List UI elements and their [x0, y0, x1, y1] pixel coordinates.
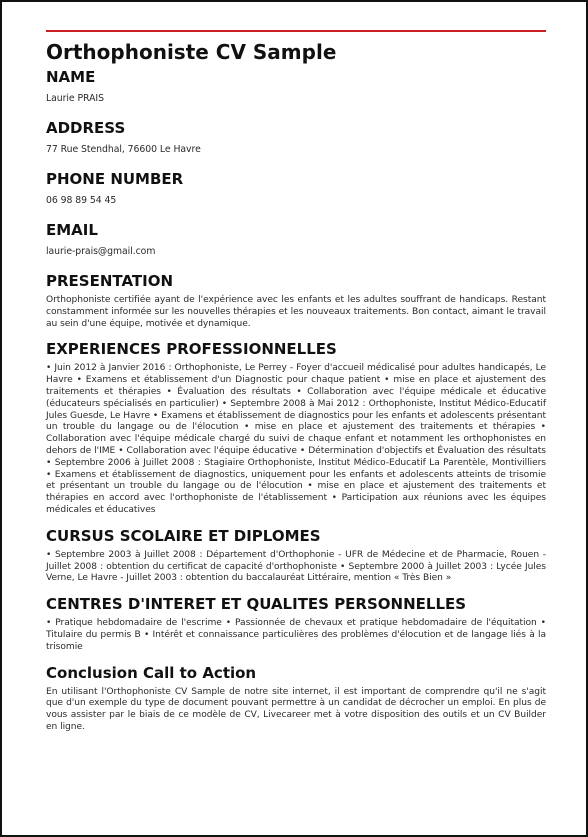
experiences-text: • Juin 2012 à Janvier 2016 : Orthophoniste, Le Perrey - Foyer d'accueil médicalisé pour adultes handicapés, Le Havre • Examens et établissement d'un Diagnostic pour chaque patient • mise en place et ajustement des traitements et thérapies • Évaluation des résultats • Collaboration avec l'équipe médicale et éducative (éducateurs spécialisés en particulier) • Septembre 2008 à Mai 2012 : Orthophoniste, Institut Médico-Educatif Jules Guesde, Le Havre • Examens et établissement de diagnostics pour les enfants et adolescents présentant un trouble du langage ou de l'élocution • mise en place et ajustement des traitements et thérapies • Collaboration avec l'équipe médicale chargé du suivi de chaque enfant et notamment les orthophonistes en dehors de l'IME • Collaboration avec l'équipe éducative • Détermination d'objectifs et Évaluation des résultats • Septembre 2006 à Juillet 2008 : Stagiaire Orthophoniste, Institut Médico-Educatif La Parentèle, Montivilliers • Examens et établissement de diagnostics, uniquement pour les enfants et adolescents atteints de trisomie et présentant un trouble du langage ou de l'élocution • mise en place et ajustement des traitements et thérapies en accord avec l'orthophoniste de l'établissement • Participation aux réunions avec les équipes médicales et éducatives — [46, 363, 546, 515]
address-value: 77 Rue Stendhal, 76600 Le Havre — [46, 144, 201, 155]
title-accent-line — [46, 30, 546, 32]
education-heading: CURSUS SCOLAIRE ET DIPLOMES — [46, 526, 321, 545]
phone-value: 06 98 89 54 45 — [46, 195, 117, 206]
conclusion-heading: Conclusion Call to Action — [46, 663, 257, 682]
experiences-section — [46, 339, 546, 516]
phone-heading: PHONE NUMBER — [46, 170, 184, 188]
presentation-text: Orthophoniste certifiée ayant de l'expérience avec les enfants et les adultes souffrant de handicaps. Restant constamment informée sur les nouvelles thérapies et les nouveaux traitements. Bon contact, aimant le travail au sein d'une équipe, motivée et dynamique. — [46, 295, 546, 329]
interests-text: • Pratique hebdomadaire de l'escrime • Passionnée de chevaux et pratique hebdomadaire de l'équitation • Titulaire du permis B • Intérêt et connaissance particulières des problèmes d'élocution et de langage liés à la trisomie — [46, 618, 546, 652]
interests-heading: CENTRES D'INTERET ET QUALITES PERSONNELLES — [46, 595, 467, 614]
interests-section — [46, 594, 546, 653]
education-section — [46, 526, 546, 585]
conclusion-text: En utilisant l'Orthophoniste CV Sample de notre site internet, il est important de comprendre qu'il ne s'agit que d'un exemple du type de document pouvant permettre à un candidat de décrocher un emploi. En plus de vous assister par le biais de ce modèle de CV, Livecareer met à votre disposition des outils et un CV Builder en ligne. — [46, 686, 546, 732]
name-section — [46, 67, 546, 105]
name-value: Laurie PRAIS — [46, 93, 104, 104]
document-title: Orthophoniste CV Sample — [46, 40, 337, 64]
cv-content — [46, 39, 546, 743]
presentation-section — [46, 271, 546, 330]
conclusion-section — [46, 663, 546, 734]
name-heading: NAME — [46, 68, 96, 86]
presentation-heading: PRESENTATION — [46, 272, 174, 290]
email-heading: EMAIL — [46, 221, 98, 239]
address-heading: ADDRESS — [46, 119, 126, 137]
education-text: • Septembre 2003 à Juillet 2008 : Département d'Orthophonie - UFR de Médecine et de Pharmacie, Rouen - Juillet 2008 : obtention du certificat de capacité d'orthophoniste • Septembre 2000 à Juillet 2003 : Lycée Jules Verne, Le Havre - Juillet 2003 : obtention du baccalauréat Littéraire, mention « Très Bien » — [46, 549, 546, 584]
address-section — [46, 118, 546, 156]
phone-section — [46, 169, 546, 207]
email-section — [46, 220, 546, 258]
experiences-heading: EXPERIENCES PROFESSIONNELLES — [46, 340, 337, 359]
email-value: laurie-prais@gmail.com — [46, 246, 156, 257]
